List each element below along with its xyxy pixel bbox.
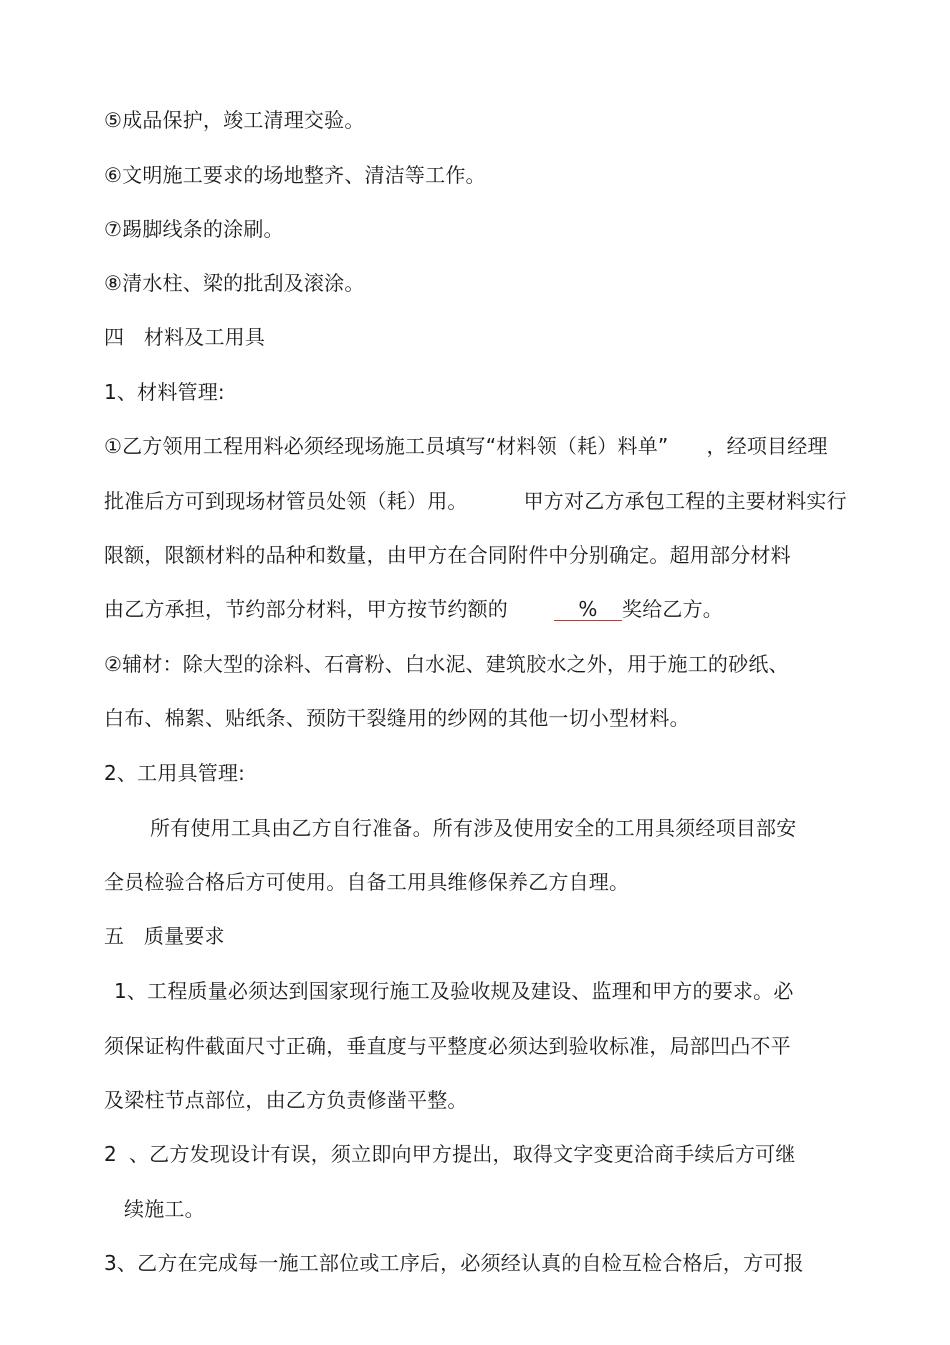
paragraph-line: 1、工程质量必须达到国家现行施工及验收规及建设、监理和甲方的要求。必 (114, 979, 794, 1003)
section-heading-4: 四 材料及工用具 (104, 325, 266, 349)
list-item-5: ⑤成品保护，竣工清理交验。 (104, 108, 365, 132)
paragraph-line: 及梁柱节点部位，由乙方负责修凿平整。 (104, 1088, 468, 1112)
paragraph-line (104, 1141, 796, 1167)
text-run: 批准后方可到现场材管员处领（耗）用。 (104, 489, 468, 513)
list-item-7: ⑦踢脚线条的涂刷。 (104, 217, 284, 241)
paragraph-line: 续施工。 (124, 1197, 205, 1221)
section-heading-5: 五 质量要求 (104, 924, 225, 948)
paragraph-line: 限额，限额材料的品种和数量，由甲方在合同附件中分别确定。超用部分材料 (104, 543, 791, 567)
paragraph-line (104, 488, 847, 514)
text-run: ①乙方领用工程用料必须经现场施工员填写“材料领（耗）料单” (104, 434, 669, 458)
list-item-6: ⑥文明施工要求的场地整齐、清洁等工作。 (104, 163, 486, 187)
paragraph-line: ②辅材：除大型的涂料、石膏粉、白水泥、建筑胶水之外，用于施工的砂纸、 (104, 652, 789, 676)
subheading-material-management: 1、材料管理: (104, 380, 225, 404)
list-item-8: ⑧清水柱、梁的批刮及滚涂。 (104, 271, 365, 295)
subheading-tool-management: 2、工用具管理: (104, 761, 246, 785)
paragraph-line: 白布、棉絮、贴纸条、预防干裂缝用的纱网的其他一切小型材料。 (104, 706, 690, 730)
text-run: 甲方对乙方承包工程的主要材料实行 (523, 489, 847, 513)
paragraph-line: 3、乙方在完成每一施工部位或工序后，必须经认真的自检互检合格后，方可报 (104, 1251, 804, 1275)
percentage-blank: % (554, 598, 622, 621)
item-number: 2 (104, 1142, 117, 1166)
paragraph-line (104, 596, 723, 622)
text-run: 、乙方发现设计有误，须立即向甲方提出，取得文字变更洽商手续后方可继 (128, 1142, 796, 1166)
paragraph-line: 所有使用工具由乙方自行准备。所有涉及使用安全的工用具须经项目部安 (150, 816, 797, 840)
text-run: 由乙方承担，节约部分材料，甲方按节约额的 (104, 597, 508, 621)
paragraph-line (104, 433, 828, 459)
text-run: 奖给乙方。 (622, 597, 723, 621)
paragraph-line: 须保证构件截面尺寸正确，垂直度与平整度必须达到验收标准，局部凹凸不平 (104, 1034, 791, 1058)
text-run: ，经项目经理 (706, 434, 828, 458)
paragraph-line: 全员检验合格后方可使用。自备工用具维修保养乙方自理。 (104, 870, 630, 894)
